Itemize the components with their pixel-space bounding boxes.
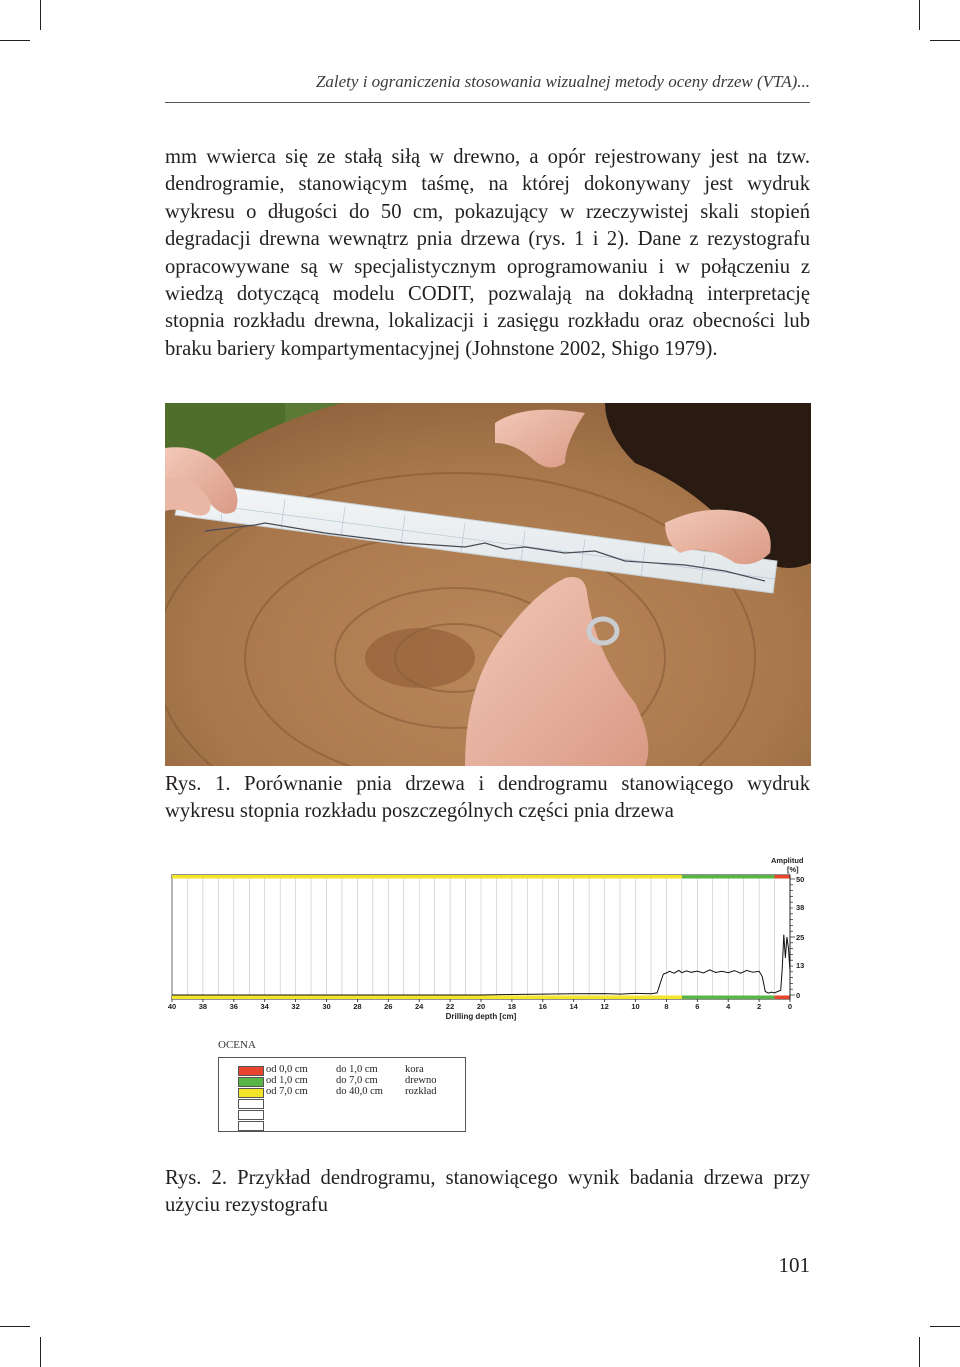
x-tick-label: 26 <box>384 1002 393 1011</box>
legend-to: do 1,0 cm <box>336 1064 378 1075</box>
crop-mark <box>0 40 30 41</box>
legend-label: drewno <box>405 1075 437 1086</box>
band-top-drewno <box>682 875 775 879</box>
figure2-caption: Rys. 2. Przykład dendrogramu, stanowiącego wynik badania drzewa przy użyciu rezystografu <box>165 1167 810 1217</box>
legend-box <box>218 1057 466 1132</box>
y-axis-label-line2: [%] <box>787 865 799 874</box>
legend-swatch-empty <box>238 1099 264 1109</box>
crop-mark <box>40 0 41 30</box>
page-number: 101 <box>778 1253 810 1277</box>
legend-to: do 40,0 cm <box>336 1086 383 1097</box>
y-axis-label-line1: Amplitud <box>771 856 804 865</box>
band-top-rozkład <box>172 875 682 879</box>
y-tick-label: 25 <box>796 933 805 942</box>
crop-mark <box>930 40 960 41</box>
band-top-kora <box>775 875 790 879</box>
x-tick-label: 6 <box>695 1002 700 1011</box>
x-tick-label: 34 <box>260 1002 269 1011</box>
legend-from: od 7,0 cm <box>266 1086 308 1097</box>
x-tick-label: 2 <box>757 1002 762 1011</box>
band-bottom-rozkład <box>172 996 682 1000</box>
legend-swatch-rozklad <box>238 1088 264 1098</box>
x-tick-label: 12 <box>600 1002 609 1011</box>
crop-mark <box>40 1337 41 1367</box>
x-tick-label: 4 <box>726 1002 731 1011</box>
y-tick-label: 0 <box>796 991 801 1000</box>
x-tick-label: 40 <box>167 1002 177 1011</box>
crop-mark <box>0 1326 30 1327</box>
legend-swatch-empty <box>238 1110 264 1120</box>
y-tick-label: 38 <box>796 902 805 912</box>
legend-from: od 1,0 cm <box>266 1075 308 1086</box>
crop-mark <box>919 0 920 30</box>
x-tick-label: 36 <box>229 1002 238 1011</box>
dendrogram-chart <box>164 855 814 1030</box>
band-bottom-kora <box>775 996 790 1000</box>
x-tick-label: 24 <box>415 1002 424 1011</box>
body-paragraph: mm wwierca się ze stałą siłą w drewno, a opór rejestrowany jest na tzw. dendrogramie, stanowiącym taśmę, na której dokonywany jest wydruk wykresu o długości do 50 cm, pokazujący w rzeczywistej skali stopień degradacji drewna wewnątrz pnia drzewa (rys. 1 i 2). Dane z rezystografu opracowywane są w specjalistycznym oprogramowaniu i w połączeniu z wiedzą dotyczącą modelu CODIT, pozwalają na dokładną interpretację stopnia rozkładu drewna, lokalizacji i zasięgu rozkładu oraz obecności lub braku bariery kompartymentacyjnej (Johnstone 2002, Shigo 1979). <box>165 146 810 360</box>
legend-swatch-empty <box>238 1121 264 1131</box>
band-bottom-drewno <box>682 996 775 1000</box>
x-axis-label: Drilling depth [cm] <box>445 1012 517 1021</box>
x-tick-label: 32 <box>291 1002 300 1011</box>
legend-label: rozkład <box>405 1086 437 1097</box>
x-tick-label: 38 <box>198 1002 208 1011</box>
legend-from: od 0,0 cm <box>266 1064 308 1075</box>
figure1-photo <box>165 403 811 766</box>
y-tick-label: 50 <box>796 875 805 884</box>
x-tick-label: 20 <box>476 1002 486 1011</box>
x-tick-label: 0 <box>787 1002 793 1011</box>
x-tick-label: 22 <box>445 1002 455 1011</box>
x-tick-label: 8 <box>664 1002 669 1011</box>
legend-row <box>266 1064 424 1075</box>
header-rule <box>165 102 810 103</box>
x-tick-label: 28 <box>353 1002 362 1011</box>
figure1-caption: Rys. 1. Porównanie pnia drzewa i dendrogramu stanowiącego wydruk wykresu stopnia rozkładu poszczególnych części pnia drzewa <box>165 773 810 823</box>
crop-mark <box>919 1337 920 1367</box>
x-tick-label: 16 <box>538 1002 547 1011</box>
crop-mark <box>930 1326 960 1327</box>
x-tick-label: 10 <box>631 1002 640 1011</box>
legend-label: kora <box>405 1064 424 1075</box>
legend-swatch-drewno <box>238 1077 264 1087</box>
x-tick-label: 14 <box>569 1002 578 1011</box>
x-tick-label: 18 <box>507 1002 517 1011</box>
legend-row <box>266 1086 437 1097</box>
legend-to: do 7,0 cm <box>336 1075 378 1086</box>
running-head: Zalety i ograniczenia stosowania wizualnej metody oceny drzew (VTA)... <box>315 72 810 91</box>
legend-row <box>266 1075 437 1086</box>
legend-title: OCENA <box>218 1039 256 1051</box>
x-tick-label: 30 <box>322 1002 331 1011</box>
legend-swatch-kora <box>238 1066 264 1076</box>
y-tick-label: 13 <box>796 960 805 970</box>
